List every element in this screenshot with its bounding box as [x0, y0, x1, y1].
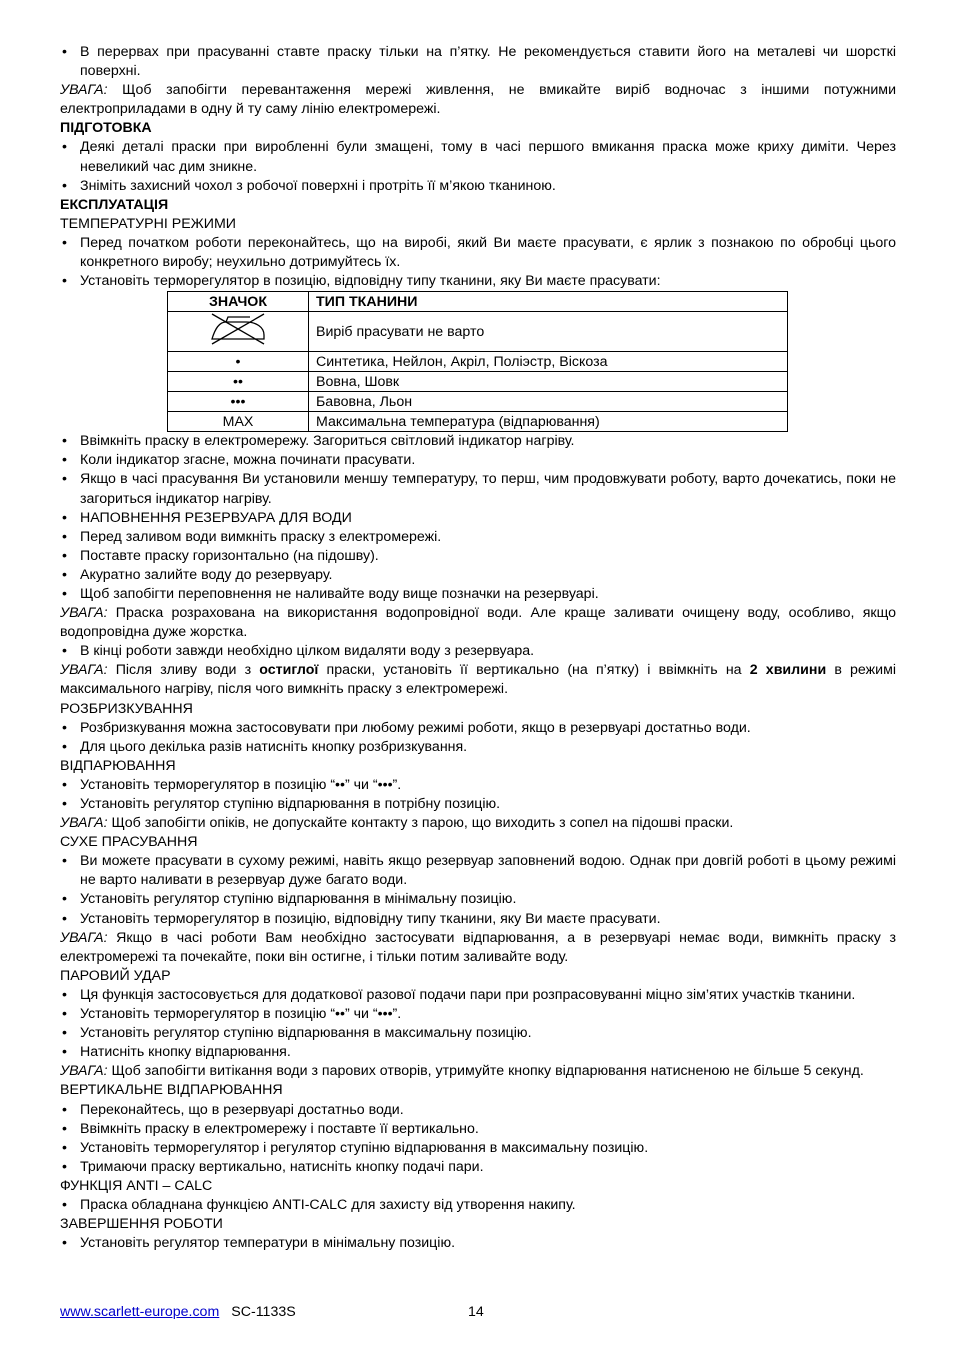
page-number: 14	[468, 1304, 484, 1320]
fabric-symbol-cell: MAX	[168, 412, 309, 432]
table-row	[168, 312, 788, 352]
table-row	[168, 392, 788, 412]
intro-section	[60, 43, 896, 291]
warning-text: в режимі максимального нагріву, після чого вимкніть праску з електромережі.	[60, 662, 896, 698]
bullet-item	[60, 1196, 896, 1215]
bullet-text: НАПОВНЕННЯ РЕЗЕРВУАРА ДЛЯ ВОДИ	[80, 509, 352, 526]
warning-text: Праска розрахована на використання водопровідної води. Але краще заливати очищену воду, особливо, якщо водопровідна дуже жорстка.	[60, 605, 896, 641]
bullet-item	[60, 1043, 896, 1062]
section-title: ЗАВЕРШЕННЯ РОБОТИ	[60, 1216, 223, 1233]
bullet-text: Установіть терморегулятор в позицію, відповідну типу тканини, яку Ви маєте прасувати.	[80, 910, 661, 927]
bullet-marker: •	[62, 910, 67, 927]
fabric-type-cell: Вовна, Шовк	[309, 372, 788, 392]
bullet-text: Щоб запобігти переповнення не наливайте воду вище позначки на резервуарі.	[80, 585, 599, 602]
no-iron-icon	[206, 312, 270, 346]
warning-label: УВАГА:	[60, 662, 108, 679]
bullet-item	[60, 738, 896, 757]
bullet-item	[60, 890, 896, 909]
warning-note	[60, 929, 896, 967]
bullet-item	[60, 272, 896, 291]
fabric-symbol-cell: ••	[168, 372, 309, 392]
bullet-text: Ви можете прасувати в сухому режимі, навіть якщо резервуар заповнений водою. Однак при довгій роботі в цьому режимі не варто наливати в резервуар дуже багато води.	[80, 853, 896, 889]
bullet-text: Перед початком роботи переконайтесь, що на виробі, який Ви маєте прасувати, є ярлик з познакою по обробці цього конкретного виробу; неухильно дотримуйтесь їх.	[80, 234, 896, 271]
bullet-text: Натисніть кнопку відпарювання.	[80, 1044, 291, 1061]
bullet-item	[60, 910, 896, 929]
bullet-text: Коли індикатор згасне, можна починати прасувати.	[80, 452, 416, 469]
bullet-text: Переконайтесь, що в резервуарі достатньо води.	[80, 1101, 404, 1118]
fabric-type-cell: Виріб прасувати не варто	[309, 312, 788, 352]
bullet-marker: •	[62, 853, 67, 870]
bullet-marker: •	[62, 177, 67, 194]
bullet-marker: •	[62, 1158, 67, 1175]
bullet-marker: •	[62, 585, 67, 602]
bullet-marker: •	[62, 986, 67, 1003]
warning-label: УВАГА:	[60, 1063, 108, 1080]
bullet-item	[60, 177, 896, 196]
bullet-item	[60, 451, 896, 470]
bullet-text: Ця функція застосовується для додаткової разової подачи пари при розпрасовуванні міцно зім’ятих участків тканини.	[80, 986, 856, 1003]
fabric-temperature-table	[167, 291, 788, 432]
bullet-text: Установіть регулятор температури в мінімальну позицію.	[80, 1235, 456, 1252]
warning-text: праски, установіть її вертикально (на п’ятку) і ввімкніть на	[318, 662, 750, 679]
bullet-marker: •	[62, 509, 67, 526]
bullet-item	[60, 986, 896, 1005]
bullet-item	[60, 509, 896, 528]
bullet-text: Розбризкування можна застосовувати при любому режимі роботи, якщо в резервуарі достатньо води.	[80, 719, 751, 736]
bullet-text: Поставте праску горизонтально (на підошву).	[80, 547, 379, 564]
bullet-marker: •	[62, 1139, 67, 1156]
bullet-text: В кінці роботи завжди необхідно цілком видаляти воду з резервуара.	[80, 643, 535, 660]
bullet-item	[60, 43, 896, 81]
bullet-marker: •	[62, 719, 67, 736]
warning-note	[60, 814, 896, 833]
bullet-marker: •	[62, 1235, 67, 1252]
section-title: ФУНКЦІЯ ANTI – CALC	[60, 1177, 213, 1194]
warning-label: УВАГА:	[60, 82, 108, 99]
bullet-marker: •	[62, 452, 67, 469]
bullet-item	[60, 1234, 896, 1253]
section-title: ТЕМПЕРАТУРНІ РЕЖИМИ	[60, 215, 236, 232]
bullet-text: Зніміть захисний чохол з робочої поверхні і протріть її м’якою тканиною.	[80, 177, 556, 194]
bullet-marker: •	[62, 471, 67, 488]
bullet-text: Установіть терморегулятор і регулятор ступіню відпарювання в максимальну позицію.	[80, 1139, 649, 1156]
bullet-text: Установіть терморегулятор в позицію, відповідну типу тканини, яку Ви маєте прасувати:	[80, 273, 661, 290]
bullet-marker: •	[62, 528, 67, 545]
section-title: ВІДПАРЮВАННЯ	[60, 757, 176, 774]
bullet-text: Ввімкніть праску в електромережу. Загориться світловий індикатор нагріву.	[80, 433, 575, 450]
bullet-marker: •	[62, 643, 67, 660]
warning-note	[60, 604, 896, 642]
fabric-type-cell: Бавовна, Льон	[309, 392, 788, 412]
bullet-text: Якщо в часі прасування Ви установили меншу температуру, то перш, чим продовжувати роботу, варто дочекатись, поки не загориться індикатор нагріву.	[80, 471, 896, 507]
bullet-item	[60, 1101, 896, 1120]
bullet-item	[60, 528, 896, 547]
bullet-text: Установіть регулятор ступіню відпарювання в максимальну позицію.	[80, 1025, 532, 1042]
bullet-marker: •	[62, 738, 67, 755]
bullet-marker: •	[62, 1196, 67, 1213]
bullet-text: Установіть терморегулятор в позицію “••” чи “•••”.	[80, 1006, 402, 1023]
bullet-marker: •	[62, 547, 67, 564]
bullet-item	[60, 1024, 896, 1043]
fabric-type-cell: Синтетика, Нейлон, Акріл, Поліэстр, Віскоза	[309, 352, 788, 372]
bullet-marker: •	[62, 1025, 67, 1042]
bullet-item	[60, 566, 896, 585]
bullet-marker: •	[62, 139, 67, 156]
warning-text: Щоб запобігти опіків, не допускайте контакту з парою, що виходить з сопел на підошві праски.	[107, 815, 734, 832]
bullet-item	[60, 776, 896, 795]
bullet-item	[60, 1005, 896, 1024]
bullet-marker: •	[62, 1044, 67, 1061]
warning-note	[60, 1062, 896, 1081]
warning-note	[60, 661, 896, 699]
bullet-item	[60, 470, 896, 508]
warning-text: Якщо в часі роботи Вам необхідно застосувати відпарювання, а в резервуарі немає води, вимкніть праску з електромережі та почекайте, поки він остигне, і тільки потим заливайте воду.	[60, 929, 896, 965]
bullet-item	[60, 547, 896, 566]
warning-label: УВАГА:	[60, 815, 108, 832]
website-link[interactable]: www.scarlett-europe.com	[60, 1304, 220, 1320]
section-heading: ПІДГОТОВКА	[60, 120, 152, 137]
bullet-item	[60, 642, 896, 661]
bullet-item	[60, 1120, 896, 1139]
table-row	[168, 372, 788, 392]
bullet-text: Установіть регулятор ступіню відпарювання в мінімальну позицію.	[80, 891, 517, 908]
bullet-marker: •	[62, 44, 67, 60]
table-row	[168, 352, 788, 372]
bullet-marker: •	[62, 796, 67, 812]
bullet-text: В перервах при прасуванні ставте праску тільки на п’ятку. Не рекомендується ставити його на металеві чи шорсткі поверхні.	[80, 44, 896, 80]
warning-note	[60, 81, 896, 119]
bullet-item	[60, 719, 896, 738]
bullet-text: Тримаючи праску вертикально, натисніть кнопку подачі пари.	[80, 1158, 484, 1175]
warning-text: Щоб запобігти витікання води з парових отворів, утримуйте кнопку відпарювання натисненою не більше 5 секунд.	[107, 1063, 864, 1080]
warning-text: Щоб запобігти перевантаження мережі живлення, не вмикайте виріб водночас з іншими потужними електроприладами в одну й ту саму лінію електромережі.	[60, 82, 896, 118]
bullet-item	[60, 1158, 896, 1177]
column-header-symbol: ЗНАЧОК	[168, 292, 309, 312]
warning-label: УВАГА:	[60, 605, 108, 622]
section-title: ВЕРТИКАЛЬНЕ ВІДПАРЮВАННЯ	[60, 1082, 283, 1099]
bullet-marker: •	[62, 891, 67, 908]
section-title: ПАРОВИЙ УДАР	[60, 967, 171, 984]
bullet-item	[60, 852, 896, 890]
fabric-symbol-cell: •	[168, 352, 309, 372]
bullet-text: Праска обладнана функцією ANTI-CALC для захисту від утворення накипу.	[80, 1196, 576, 1213]
bullet-text: Ввімкніть праску в електромережу і поставте її вертикально.	[80, 1120, 479, 1137]
bullet-text: Перед заливом води вимкніть праску з електромережі.	[80, 528, 442, 545]
bullet-marker: •	[62, 1006, 67, 1023]
bullet-item	[60, 1139, 896, 1158]
bullet-item	[60, 432, 896, 451]
bullet-item	[60, 234, 896, 272]
warning-label: УВАГА:	[60, 929, 108, 946]
bullet-marker: •	[62, 776, 67, 793]
document-body	[60, 43, 896, 1253]
bullet-marker: •	[62, 433, 67, 450]
model-number: SC-1133S	[231, 1304, 296, 1320]
column-header-fabric: ТИП ТКАНИНИ	[309, 292, 788, 312]
section-title: СУХЕ ПРАСУВАННЯ	[60, 834, 198, 851]
warning-emphasis: остиглої	[259, 662, 319, 679]
fabric-symbol-cell	[168, 312, 309, 352]
bullet-text: Установіть регулятор ступіню відпарювання в потрібну позицію.	[80, 796, 501, 812]
bullet-text: Для цього декілька разів натисніть кнопку розбризкування.	[80, 738, 468, 755]
bullet-marker: •	[62, 1120, 67, 1137]
table-header-row	[168, 292, 788, 312]
section-title: РОЗБРИЗКУВАННЯ	[60, 700, 193, 717]
bullet-text: Акуратно залийте воду до резервуару.	[80, 566, 333, 583]
bullet-marker: •	[62, 234, 67, 251]
warning-text: Після зливу води з	[107, 662, 260, 679]
fabric-symbol-cell: •••	[168, 392, 309, 412]
bullet-marker: •	[62, 566, 67, 583]
bullet-item	[60, 585, 896, 604]
bullet-item	[60, 795, 896, 814]
main-section	[60, 432, 896, 1253]
section-heading: ЕКСПЛУАТАЦІЯ	[60, 196, 169, 213]
bullet-text: Деякі деталі праски при виробленні були змащені, тому в часі першого вмикання праска може криху диміти. Через невеликий час дим зникне.	[80, 139, 896, 175]
warning-emphasis: 2 хвилини	[749, 662, 827, 679]
bullet-item	[60, 138, 896, 176]
bullet-marker: •	[62, 273, 67, 290]
page-footer	[60, 1303, 896, 1322]
table-row	[168, 412, 788, 432]
bullet-marker: •	[62, 1101, 67, 1118]
bullet-text: Установіть терморегулятор в позицію “••” чи “•••”.	[80, 776, 402, 793]
fabric-type-cell: Максимальна температура (відпарювання)	[309, 412, 788, 432]
